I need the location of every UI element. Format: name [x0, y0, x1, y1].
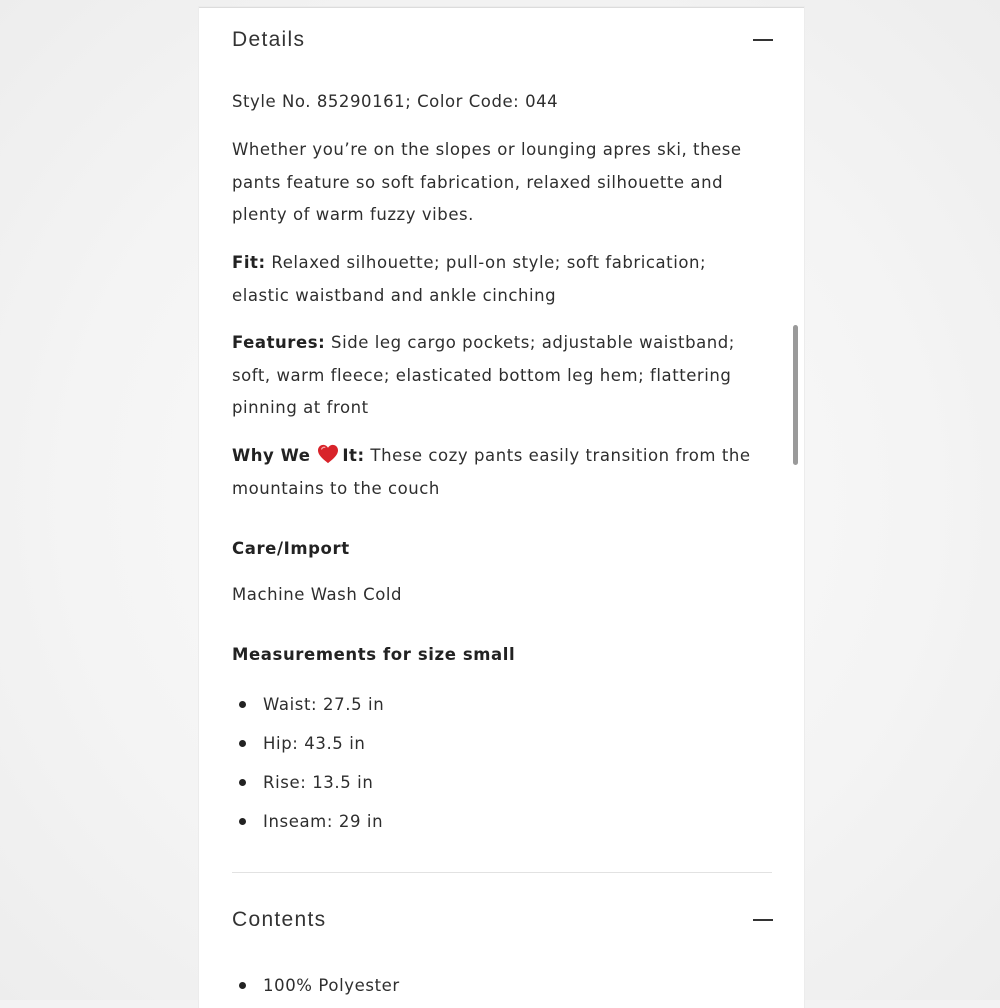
- list-item: [232, 966, 400, 1005]
- style-number: Style No. 85290161; Color Code: 044: [232, 92, 559, 111]
- product-description: Whether you’re on the slopes or lounging apres ski, these pants feature so soft fabrication, relaxed silhouette and plenty of warm fuzzy vibes.: [232, 140, 742, 224]
- features-text: Side leg cargo pockets; adjustable waistband; soft, warm fleece; elasticated bottom leg hem; flattering pinning at front: [232, 333, 735, 417]
- list-item: [232, 724, 384, 763]
- bullet-icon: [239, 982, 246, 989]
- care-text: Machine Wash Cold: [232, 585, 403, 604]
- bullet-icon: [239, 740, 246, 747]
- minus-icon[interactable]: [753, 919, 773, 921]
- list-item: [232, 763, 384, 802]
- measurement-hip: Hip: 43.5 in: [263, 734, 366, 753]
- list-item: [232, 685, 384, 724]
- why-we-love-it-paragraph: [232, 440, 787, 505]
- why-text: These cozy pants easily transition from the mountains to the couch: [232, 446, 751, 498]
- measurements-list: [232, 685, 384, 841]
- features-label: Features:: [232, 333, 326, 352]
- measurement-inseam: Inseam: 29 in: [263, 812, 384, 831]
- list-item: [232, 802, 384, 841]
- section-divider: [232, 872, 772, 873]
- details-accordion-header[interactable]: [232, 23, 774, 57]
- measurements-heading: Measurements for size small: [232, 645, 516, 664]
- bullet-icon: [239, 779, 246, 786]
- minus-icon[interactable]: [753, 39, 773, 41]
- fit-paragraph: [232, 247, 752, 312]
- care-import-heading: Care/Import: [232, 539, 350, 558]
- features-paragraph: [232, 327, 772, 425]
- contents-list: [232, 966, 400, 1005]
- contents-material: 100% Polyester: [263, 976, 400, 995]
- scrollbar-thumb[interactable]: [793, 325, 798, 465]
- measurement-rise: Rise: 13.5 in: [263, 773, 374, 792]
- why-label-end: It:: [342, 446, 365, 465]
- heart-icon: [317, 444, 339, 464]
- measurement-waist: Waist: 27.5 in: [263, 695, 385, 714]
- bullet-icon: [239, 701, 246, 708]
- why-label-start: Why We: [232, 446, 311, 465]
- contents-accordion-header[interactable]: [232, 903, 774, 937]
- details-title: Details: [232, 28, 306, 51]
- fit-text: Relaxed silhouette; pull-on style; soft fabrication; elastic waistband and ankle cinching: [232, 253, 707, 305]
- contents-title: Contents: [232, 908, 327, 931]
- fit-label: Fit:: [232, 253, 266, 272]
- bullet-icon: [239, 818, 246, 825]
